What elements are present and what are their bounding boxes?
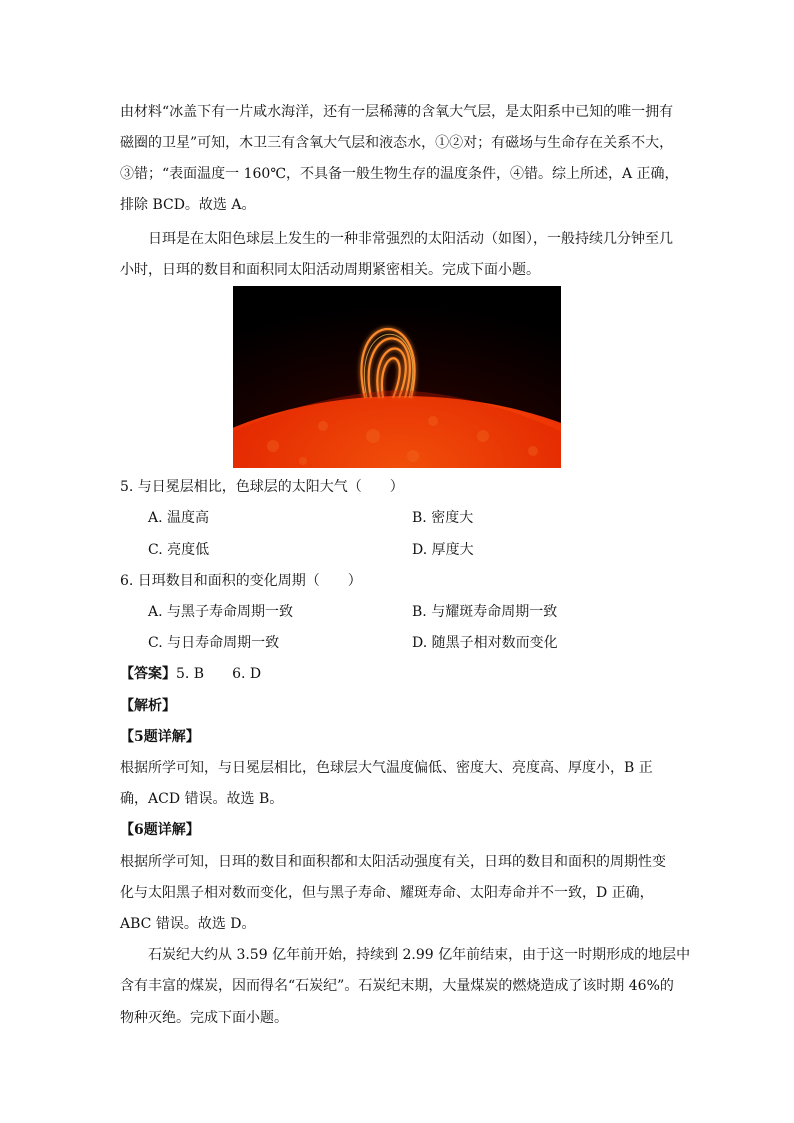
question-5-option-c[interactable]: C. 亮度低: [148, 542, 210, 558]
paragraph-line: 化与太阳黑子相对数而变化，但与黑子寿命、耀斑寿命、太阳寿命并不一致，D 正确，: [120, 885, 654, 901]
answer-label: 【答案】: [120, 666, 176, 682]
paragraph-line: ③错；“表面温度一 160℃，不具备一般生物生存的温度条件，④错。综上所述，A 正确，: [120, 166, 679, 182]
paragraph-line: 物种灭绝。完成下面小题。: [120, 1010, 288, 1026]
question-6-option-c[interactable]: C. 与日寿命周期一致: [148, 635, 280, 651]
paragraph-line: 小时，日珥的数目和面积同太阳活动周期紧密相关。完成下面小题。: [120, 262, 540, 278]
paragraph-line: 根据所学可知，与日冕层相比，色球层大气温度偏低、密度大、亮度高、厚度小，B 正: [120, 760, 653, 776]
question-5-stem: 5. 与日冕层相比，色球层的太阳大气（ ）: [120, 479, 404, 495]
paragraph-line: 石炭纪大约从 3.59 亿年前开始，持续到 2.99 亿年前结束，由于这一时期形成的地层中: [148, 947, 691, 963]
question-5-option-d[interactable]: D. 厚度大: [412, 542, 474, 558]
question-6-option-b[interactable]: B. 与耀斑寿命周期一致: [412, 604, 558, 620]
answer-text: 5. B 6. D: [176, 666, 262, 682]
question-5-option-a[interactable]: A. 温度高: [148, 510, 210, 526]
analysis-label: 【解析】: [120, 698, 176, 714]
paragraph-line: 磁圈的卫星”可知，木卫三有含氧大气层和液态水，①②对；有磁场与生命存在关系不大，: [120, 135, 674, 151]
q5-detail-label: 【5题详解】: [120, 729, 200, 745]
paragraph-line: ABC 错误。故选 D。: [120, 916, 256, 932]
paragraph-line: 含有丰富的煤炭，因而得名“石炭纪”。石炭纪末期，大量煤炭的燃烧造成了该时期 46%的: [120, 978, 674, 994]
answer-line: [120, 664, 680, 684]
question-6-stem: 6. 日珥数目和面积的变化周期（ ）: [120, 573, 362, 589]
paragraph-line: 排除 BCD。故选 A。: [120, 197, 256, 213]
paragraph-line: 确，ACD 错误。故选 B。: [120, 791, 284, 807]
paragraph-line: 根据所学可知，日珥的数目和面积都和太阳活动强度有关，日珥的数目和面积的周期性变: [120, 854, 666, 870]
solar-prominence-image: [233, 286, 561, 468]
paragraph-line: 由材料“冰盖下有一片咸水海洋，还有一层稀薄的含氧大气层，是太阳系中已知的唯一拥有: [120, 104, 674, 120]
question-6-option-a[interactable]: A. 与黑子寿命周期一致: [148, 604, 294, 620]
question-6-option-d[interactable]: D. 随黑子相对数而变化: [412, 635, 558, 651]
paragraph-line: 日珥是在太阳色球层上发生的一种非常强烈的太阳活动（如图），一般持续几分钟至几: [148, 231, 673, 247]
q6-detail-label: 【6题详解】: [120, 822, 200, 838]
question-5-option-b[interactable]: B. 密度大: [412, 510, 474, 526]
